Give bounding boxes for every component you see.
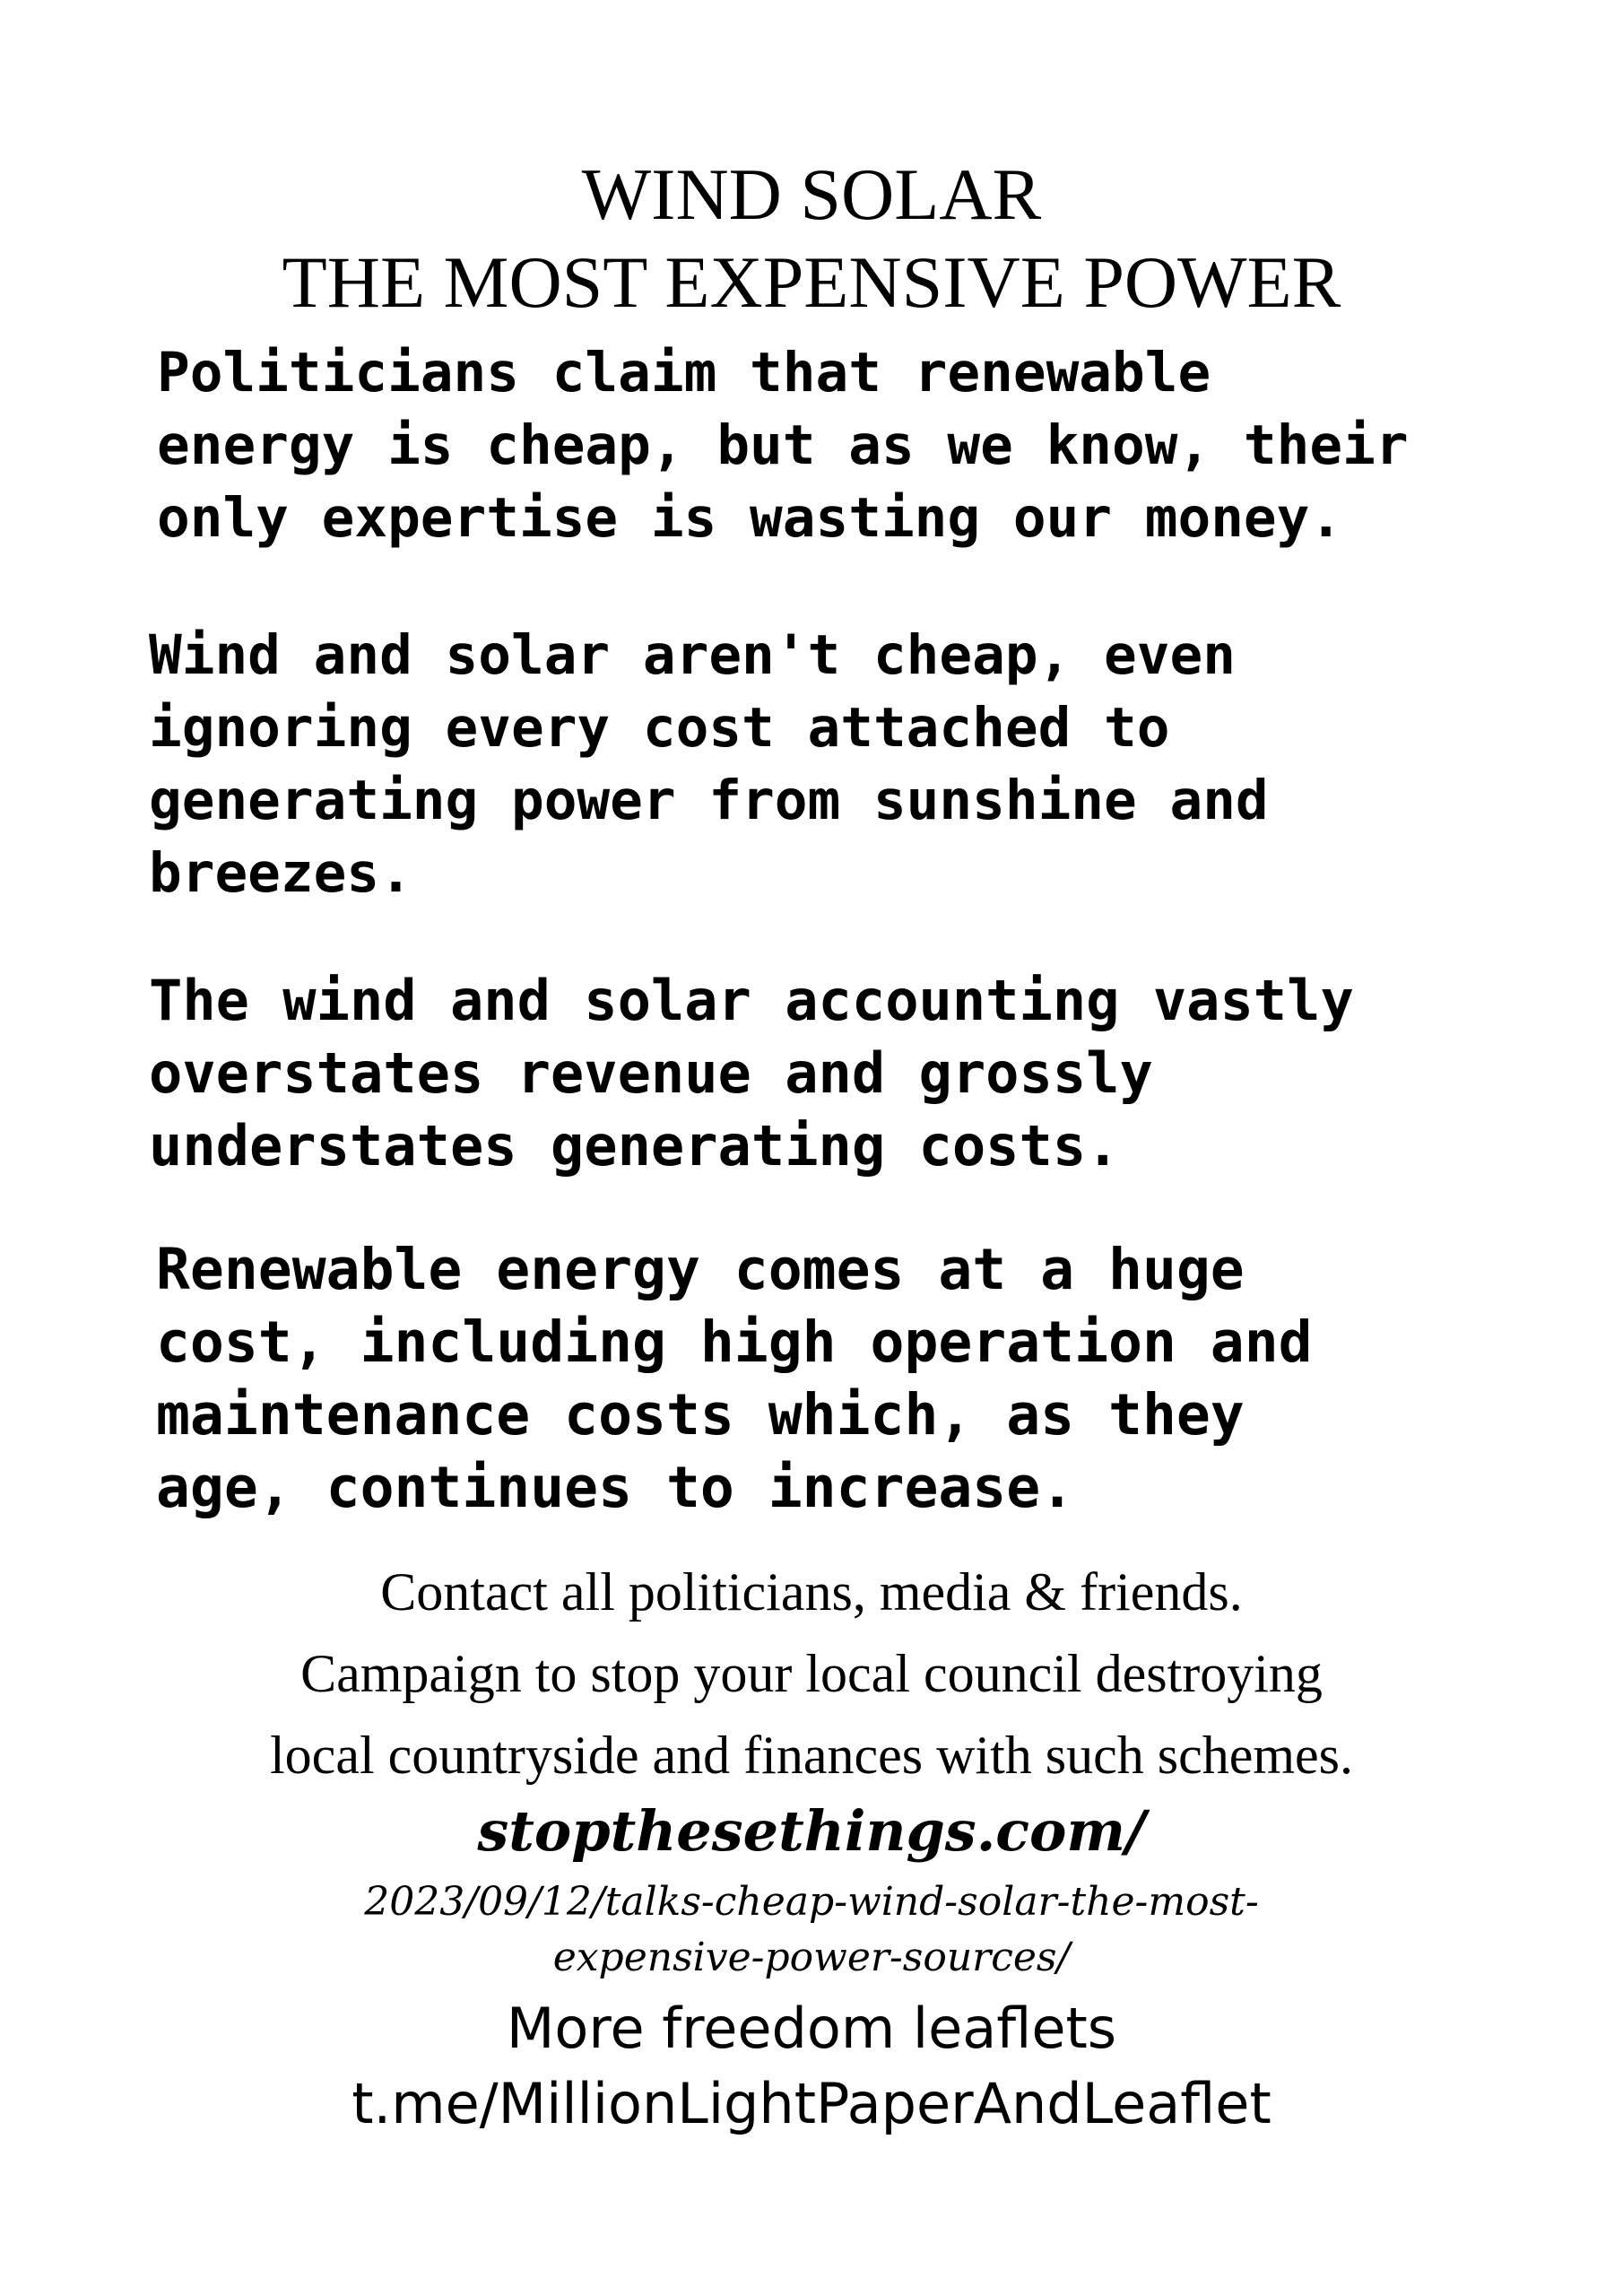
- paragraph-line: energy is cheap, but as we know, their: [157, 413, 1409, 477]
- paragraph-line: age, continues to increase.: [156, 1455, 1075, 1520]
- paragraph-not-cheap: [149, 619, 1269, 909]
- source-path: [0, 1874, 1623, 1986]
- paragraph-politicians-claim: [157, 336, 1409, 554]
- source-path-line: expensive-power-sources/: [552, 1935, 1071, 1980]
- paragraph-line: The wind and solar accounting vastly: [149, 968, 1354, 1033]
- footer: [0, 1991, 1623, 2142]
- paragraph-line: overstates revenue and grossly: [149, 1040, 1153, 1106]
- title-line-1: WIND SOLAR: [581, 153, 1042, 235]
- title-line-2: THE MOST EXPENSIVE POWER: [282, 241, 1341, 323]
- paragraph-line: Politicians claim that renewable: [157, 341, 1211, 404]
- paragraph-line: Wind and solar aren't cheap, even: [149, 623, 1236, 687]
- paragraph-huge-cost: [156, 1233, 1313, 1524]
- paragraph-line: only expertise is wasting our money.: [157, 486, 1343, 550]
- paragraph-line: understates generating costs.: [149, 1113, 1120, 1178]
- paragraph-line: Renewable energy comes at a huge: [156, 1237, 1245, 1302]
- call-to-action-line: local countryside and finances with such schemes.: [270, 1726, 1353, 1785]
- source-domain: stopthesethings.com/: [477, 1798, 1146, 1864]
- paragraph-line: breezes.: [149, 841, 412, 905]
- call-to-action: [0, 1552, 1623, 1796]
- paragraph-line: generating power from sunshine and: [149, 769, 1269, 832]
- call-to-action-line: Campaign to stop your local council destroying: [300, 1644, 1323, 1703]
- call-to-action-line: Contact all politicians, media & friends.: [380, 1562, 1243, 1622]
- paragraph-line: ignoring every cost attached to: [149, 696, 1170, 760]
- footer-heading: More freedom leaflets: [506, 1996, 1117, 2061]
- paragraph-accounting: [149, 964, 1354, 1182]
- footer-telegram-link: t.me/MillionLightPaperAndLeaflet: [352, 2071, 1271, 2136]
- paragraph-line: maintenance costs which, as they: [156, 1382, 1245, 1448]
- paragraph-line: cost, including high operation and: [156, 1309, 1313, 1375]
- source-path-line: 2023/09/12/talks-cheap-wind-solar-the-most-: [364, 1879, 1259, 1925]
